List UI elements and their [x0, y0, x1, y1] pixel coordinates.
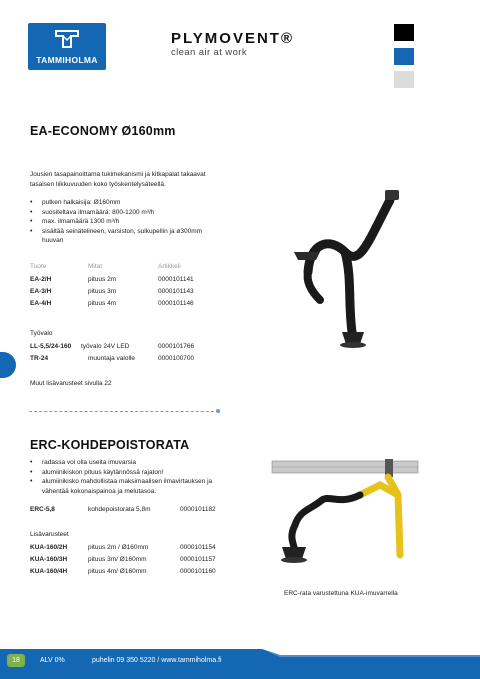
- table-row: EA-4/H pituus 4m 0000101146: [30, 300, 194, 307]
- list-item: • alumiinikiskon pituus käytännössä rajaton!: [30, 468, 212, 478]
- footer-bar: [0, 649, 480, 679]
- section2-bullets: [30, 458, 212, 496]
- table-row: TR-24 muuntaja valolle 0000100700: [30, 355, 195, 362]
- table-row: KUA-160/4H pituus 4m/ Ø160mm 0000101160: [30, 568, 216, 575]
- list-item: • sisältää seinätelineen, varsiston, sulkupellin ja ø300mm: [30, 227, 202, 237]
- color-swatch-black: [394, 24, 414, 41]
- brand-tagline: clean air at work: [171, 47, 247, 58]
- section-title-erc: ERC-KOHDEPOISTORATA: [30, 438, 190, 452]
- divider-dot: [216, 409, 220, 413]
- table-row: EA-2/H pituus 2m 0000101141: [30, 276, 194, 283]
- tammiholma-logo: [28, 23, 106, 70]
- color-swatch-blue: [394, 48, 414, 65]
- logo-text: TAMMIHOLMA: [36, 55, 98, 65]
- table-row: ERC-5,8 kohdepoistorata 5,8m 0000101182: [30, 506, 216, 513]
- footer-vat: ALV 0%: [40, 657, 65, 664]
- extraction-arm-image: [290, 182, 405, 352]
- section-divider: [29, 411, 219, 412]
- section-title-ea-economy: EA-ECONOMY Ø160mm: [30, 124, 176, 138]
- section1-intro: Jousien tasapainoittama tukimekanismi ja kitkapalat takaavat tasaisen liikkuvuuden koko työskentelysäteellä.: [30, 171, 206, 188]
- table-header: Tuote Mitat Artikkeli: [30, 263, 181, 270]
- logo-mark-icon: [54, 29, 80, 49]
- list-item-continued: huuvan: [42, 237, 64, 244]
- table-row: KUA-160/2H pituus 2m / Ø160mm 0000101154: [30, 544, 216, 551]
- image-caption: ERC-rata varustettuna KUA-imuvarrella: [284, 590, 398, 597]
- list-item: • alumiinikisko mahdollistaa maksimaalisen ilmavirtauksen ja: [30, 477, 212, 487]
- erc-rail-image: [270, 455, 420, 575]
- page-number: 18: [7, 654, 25, 667]
- footer-contact: puhelin 09 350 5220 / www.tammiholma.fi: [92, 657, 222, 664]
- table-row: LL-5,5/24-160 työvalo 24V LED 0000101766: [30, 343, 195, 350]
- list-item: • putken halkaisija: Ø160mm: [30, 198, 202, 208]
- accessories-note: Muut lisävarusteet sivulla 22: [30, 380, 112, 387]
- color-swatch-grey: [394, 71, 414, 88]
- section1-bullets: [30, 198, 202, 246]
- side-tab-marker: [0, 352, 16, 378]
- table-row: KUA-160/3H pituus 3m/ Ø160mm 0000101157: [30, 556, 216, 563]
- brand-name: PLYMOVENT®: [171, 30, 295, 47]
- table-row: EA-3/H pituus 3m 0000101143: [30, 288, 194, 295]
- list-item: • max. ilmamäärä 1300 m³/h: [30, 217, 202, 227]
- list-item: • suositeltava ilmamäärä: 800-1200 m³/h: [30, 208, 202, 218]
- list-item-continued: vähentää kokonaispainoa ja melutasoa.: [42, 487, 157, 495]
- list-item: • radassa voi olla useita imuvarsia: [30, 458, 212, 468]
